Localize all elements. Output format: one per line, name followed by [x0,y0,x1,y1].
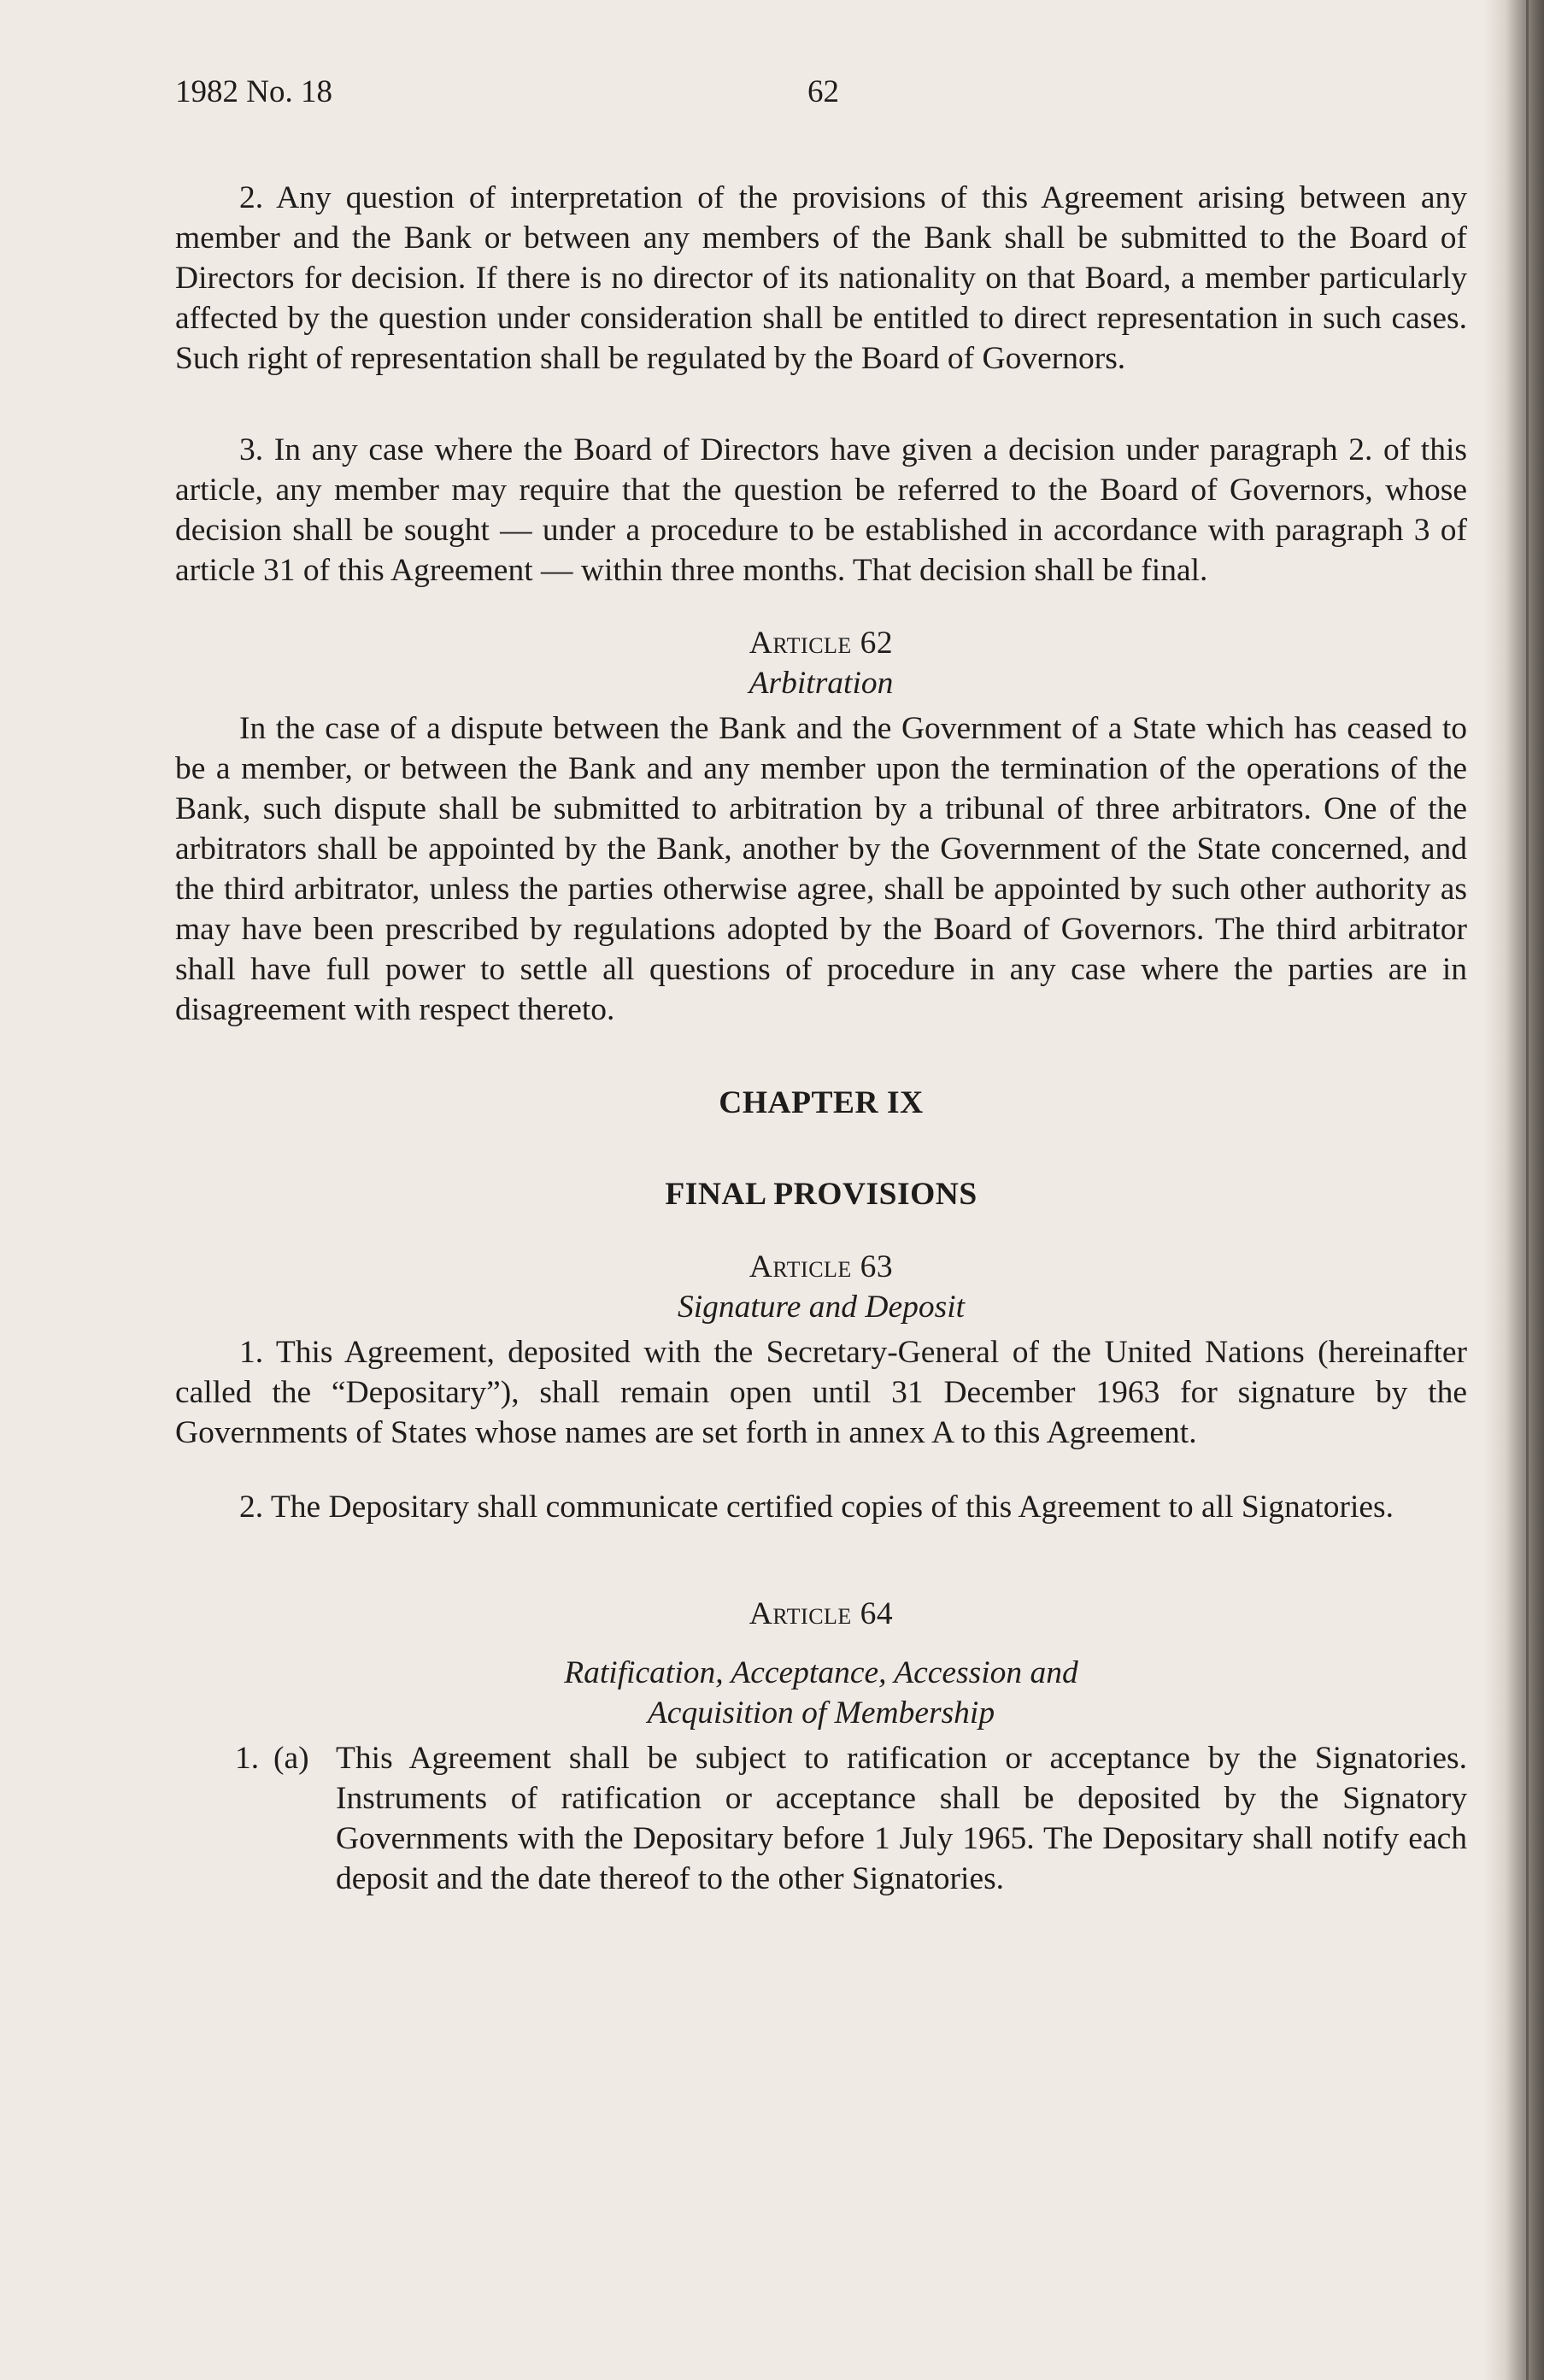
page-binding-line [1526,0,1529,2380]
document-body [175,178,1467,1899]
page-header [175,73,1371,116]
chapter-title: FINAL PROVISIONS [665,1177,977,1212]
document-reference: 1982 No. 18 [175,74,332,109]
article-62-heading: Article 62 [749,626,894,661]
article-64-item-1a [175,1738,1467,1899]
article-63-paragraph-2: 2. The Depositary shall communicate certified copies of this Agreement to all Signatories. [239,1490,1394,1525]
article-63-title: Signature and Deposit [677,1290,966,1325]
article-64-title-line-1: Ratification, Acceptance, Accession and [564,1655,1078,1690]
item-label: (a) [273,1741,309,1776]
paragraph-2: 2. Any question of interpretation of the provisions of this Agreement arising between any member and the Bank or between any members of the Bank shall be submitted to the Board of Directors for decision. If there is no director of its nationality on that Board, a member particularly affected by the question under consideration shall be entitled to direct representation in such cases. Such right of representation shall be regulated by the Board of Governors. [175,180,1467,376]
item-text: This Agreement shall be subject to ratification or acceptance by the Signatories. Instruments of ratification or acceptance shall be deposited by the Signatory Governments with the Depositary before 1 July 1965. The Depositary shall notify each deposit and the date thereof to the other Signatories. [336,1741,1467,1896]
article-64-title-line-2: Acquisition of Membership [647,1695,995,1731]
article-63-paragraph-1: 1. This Agreement, deposited with the Secretary-General of the United Nations (hereinafter called the “Depositary”), shall remain open until 31 December 1963 for signature by the Governments of States whose names are set forth in annex A to this Agreement. [175,1335,1467,1450]
article-64-heading: Article 64 [749,1596,894,1631]
chapter-heading: CHAPTER IX [719,1085,924,1120]
page-number: 62 [807,74,839,109]
article-62-text: In the case of a dispute between the Bank and the Government of a State which has ceased to be a member, or between the Bank and any member upon the termination of the operations of the Bank, such dispute shall be submitted to arbitration by a tribunal of three arbitrators. One of the arbitrators shall be appointed by the Bank, another by the Government of the State concerned, and the third arbitrator, unless the parties otherwise agree, shall be appointed by such other authority as may have been prescribed by regulations adopted by the Board of Governors. The third arbitrator shall have full power to settle all questions of procedure in any case where the parties are in disagreement with respect thereto. [175,711,1467,1027]
item-number: 1. [235,1741,260,1776]
article-62-title: Arbitration [749,666,894,701]
paragraph-3: 3. In any case where the Board of Directors have given a decision under paragraph 2. of this article, any member may require that the question be referred to the Board of Governors, whose decision shall be sought — under a procedure to be established in accordance with paragraph 3 of article 31 of this Agreement — within three months. That decision shall be final. [175,432,1467,588]
page-edge-shadow [1484,0,1544,2380]
article-63-heading: Article 63 [749,1249,894,1284]
